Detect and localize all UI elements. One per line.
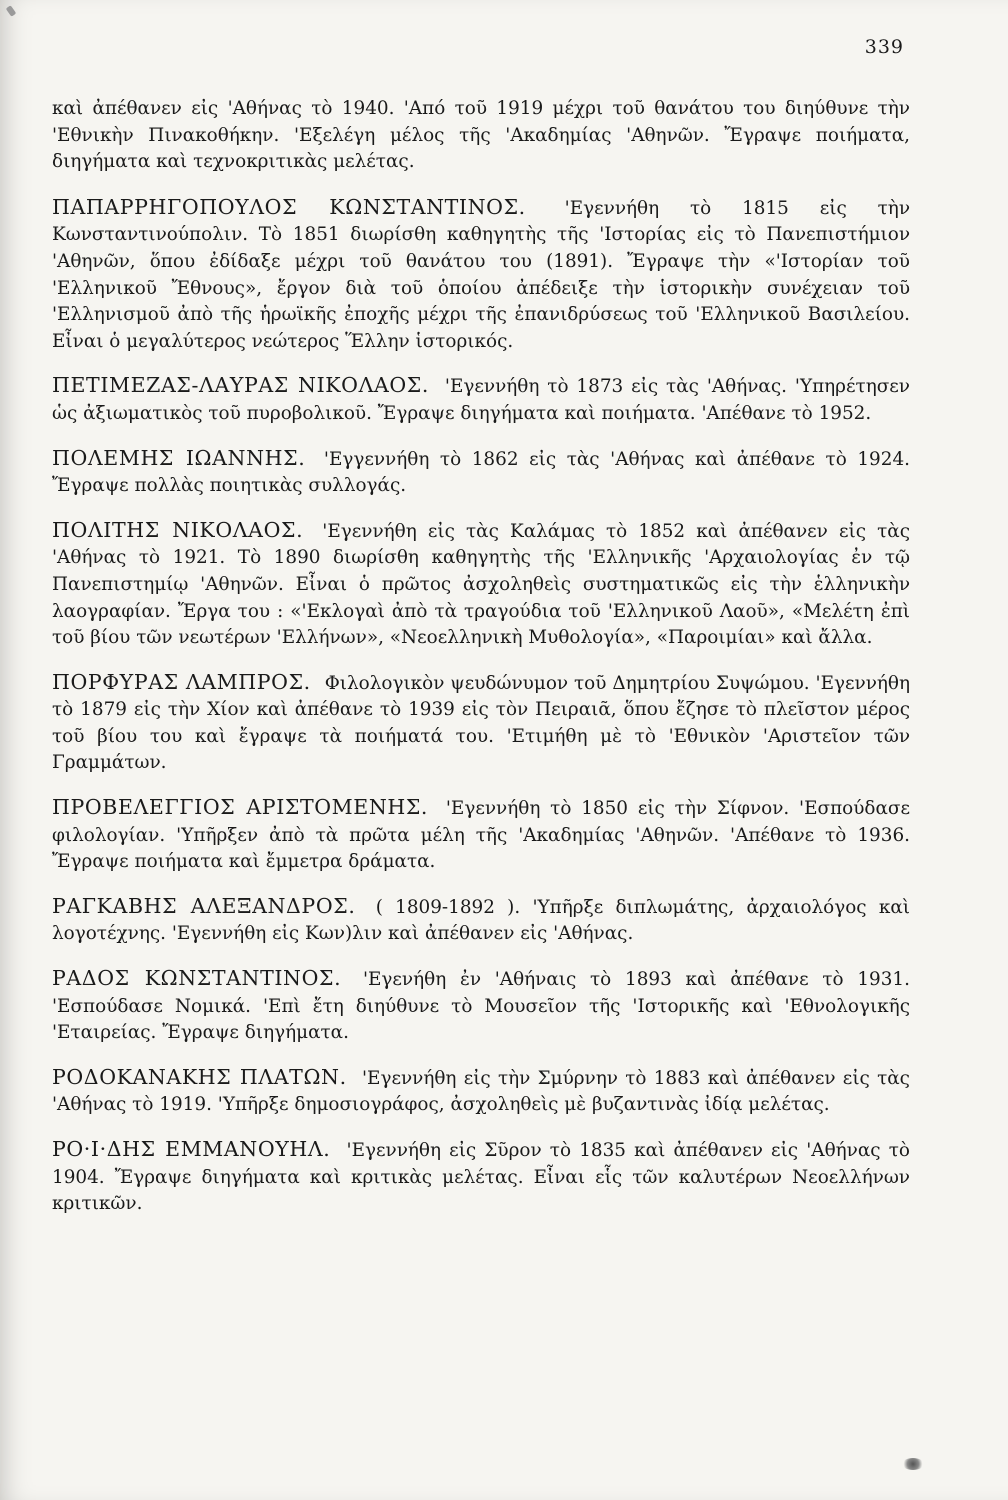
entry-name: ΡΟ·Ι·ΔΗΣ ΕΜΜΑΝΟΥΗΛ. — [52, 1137, 331, 1161]
entry-text: 'Εγεννήθη εἰς Σῦρον τὸ 1835 καὶ ἀπέθανεν εἰς 'Αθήνας τὸ 1904. Ἔγραψε διηγήματα καὶ κριτικὰς μελέτας. Εἶναι εἷς τῶν καλυτέρων Νεοελλήνων κριτικῶν. — [52, 1140, 910, 1215]
entry-polemis — [52, 445, 910, 500]
entry-rados — [52, 965, 910, 1047]
entry-text: Φιλολογικὸν ψευδώνυμον τοῦ Δημητρίου Συψώμου. 'Εγεννήθη τὸ 1879 εἰς τὴν Χίον καὶ ἀπέθανε τὸ 1939 εἰς τὸν Πειραιᾶ, ὅπου ἔζησε τὸ πλεῖστον μέρος τοῦ βίου του καὶ ἔγραψε τὰ ποιήματά του. 'Ετιμήθη μὲ τὸ 'Εθνικὸν 'Αριστεῖον τῶν Γραμμάτων. — [52, 672, 910, 774]
entry-rodokanakis — [52, 1064, 910, 1119]
page-content — [52, 96, 910, 1235]
entry-petimezas-lavras — [52, 372, 910, 427]
entry-text: 'Εγεννήθη εἰς τὴν Σμύρνην τὸ 1883 καὶ ἀπέθανεν εἰς τὰς 'Αθήνας τὸ 1919. 'Υπῆρξε δημοσιογράφος, ἀσχοληθεὶς μὲ βυζαντινὰς ἰδίᾳ μελέτας. — [52, 1067, 910, 1116]
entry-text: 'Εγεννήθη τὸ 1850 εἰς τὴν Σίφνον. 'Εσπούδασε φιλολογίαν. 'Υπῆρξεν ἀπὸ τὰ πρῶτα μέλη τῆς 'Ακαδημίας 'Αθηνῶν. 'Απέθανε τὸ 1936. Ἔγραψε ποιήματα καὶ ἔμμετρα δράματα. — [52, 798, 910, 873]
entry-text: ( 1809-1892 ). 'Υπῆρξε διπλωμάτης, ἀρχαιολόγος καὶ λογοτέχνης. 'Εγεννήθη εἰς Κων)λιν καὶ ἀπέθανεν εἰς 'Αθήνας. — [52, 896, 910, 945]
entry-name: ΡΑΓΚΑΒΗΣ ΑΛΕΞΑΝΔΡΟΣ. — [52, 893, 356, 918]
entry-porfyras — [52, 669, 910, 777]
entry-ragkavis — [52, 893, 910, 948]
page-number: 339 — [864, 36, 904, 58]
entry-name: ΠΑΠΑΡΡΗΓΟΠΟΥΛΟΣ ΚΩΝΣΤΑΝΤΙΝΟΣ. — [52, 194, 526, 219]
entry-text: 'Εγεννήθη τὸ 1873 εἰς τὰς 'Αθήνας. 'Υπηρέτησεν ὡς ἀξιωματικὸς τοῦ πυροβολικοῦ. Ἔγραψε διηγήματα καὶ ποιήματα. 'Απέθανε τὸ 1952. — [52, 376, 910, 424]
entry-text: 'Εγεννήθη εἰς τὰς Καλάμας τὸ 1852 καὶ ἀπέθανεν εἰς τὰς 'Αθήνας τὸ 1921. Τὸ 1890 διωρίσθη καθηγητὴς τῆς 'Ελληνικῆς 'Αρχαιολογίας ἐν τῷ Πανεπιστημίῳ 'Αθηνῶν. Εἶναι ὁ πρῶτος ἀσχοληθεὶς συστηματικῶς εἰς τὴν ἑλληνικὴν λαογραφίαν. Ἔργα του : «'Εκλογαὶ ἀπὸ τὰ τραγούδια τοῦ 'Ελληνικοῦ Λαοῦ», «Μελέτη ἐπὶ τοῦ βίου τῶν νεωτέρων 'Ελλήνων», «Νεοελληνικὴ Μυθολογία», «Παροιμίαι» καὶ ἄλλα. — [52, 520, 910, 649]
entry-politis — [52, 517, 910, 652]
entry-name: ΡΟΔΟΚΑΝΑΚΗΣ ΠΛΑΤΩΝ. — [52, 1064, 347, 1089]
entry-name: ΠΟΡΦΥΡΑΣ ΛΑΜΠΡΟΣ. — [52, 669, 311, 694]
entry-provelengios — [52, 794, 910, 876]
ink-smudge — [902, 1458, 924, 1470]
entry-name: ΠΟΛΙΤΗΣ ΝΙΚΟΛΑΟΣ. — [52, 517, 304, 542]
scan-corner-mark — [6, 5, 17, 17]
entry-paparrigopoulos — [52, 194, 910, 356]
entry-name: ΠΡΟΒΕΛΕΓΓΙΟΣ ΑΡΙΣΤΟΜΕΝΗΣ. — [52, 795, 429, 820]
continued-entry-text: καὶ ἀπέθανεν εἰς 'Αθήνας τὸ 1940. 'Από τοῦ 1919 μέχρι τοῦ θανάτου του διηύθυνε τὴν 'Εθνικὴν Πινακοθήκην. 'Εξελέγη μέλος τῆς 'Ακαδημίας 'Αθηνῶν. Ἔγραψε ποιήματα, διηγήματα καὶ τεχνοκριτικὰς μελέτας. — [52, 98, 910, 173]
entry-name: ΡΑΔΟΣ ΚΩΝΣΤΑΝΤΙΝΟΣ. — [52, 966, 342, 991]
entry-text: 'Εγενήθη ἐν 'Αθήναις τὸ 1893 καὶ ἀπέθανε τὸ 1931. 'Εσπούδασε Νομικά. 'Επὶ ἔτη διηύθυνε τὸ Μουσεῖον τῆς 'Ιστορικῆς καὶ 'Εθνολογικῆς 'Εταιρείας. Ἔγραψε διηγήματα. — [52, 969, 910, 1044]
entry-name: ΠΕΤΙΜΕΖΑΣ-ΛΑΥΡΑΣ ΝΙΚΟΛΑΟΣ. — [52, 373, 430, 398]
entry-roidis — [52, 1136, 910, 1218]
entry-text: 'Εγεννήθη τὸ 1815 εἰς τὴν Κωνσταντινούπολιν. Τὸ 1851 διωρίσθη καθηγητὴς τῆς 'Ιστορίας εἰς τὸ Πανεπιστήμιον 'Αθηνῶν, ὅπου ἐδίδαξε μέχρι τοῦ θανάτου του (1891). Ἔγραψε τὴν «'Ιστορίαν τοῦ 'Ελληνικοῦ Ἔθνους», ἔργον διὰ τοῦ ὁποίου ἀπέδειξε τὴν ἱστορικὴν συνέχειαν τοῦ 'Ελληνισμοῦ ἀπὸ τῆς ἡρωϊκῆς ἐποχῆς μέχρι τῆς ἐπανιδρύσεως τοῦ 'Ελληνικοῦ Βασιλείου. Εἶναι ὁ μεγαλύτερος νεώτερος Ἕλλην ἱστορικός. — [52, 197, 910, 352]
entry-name: ΠΟΛΕΜΗΣ ΙΩΑΝΝΗΣ. — [52, 445, 306, 470]
entry-text: 'Εγγεννήθη τὸ 1862 εἰς τὰς 'Αθήνας καὶ ἀπέθανε τὸ 1924. Ἔγραψε πολλὰς ποιητικὰς συλλογάς. — [52, 448, 910, 497]
